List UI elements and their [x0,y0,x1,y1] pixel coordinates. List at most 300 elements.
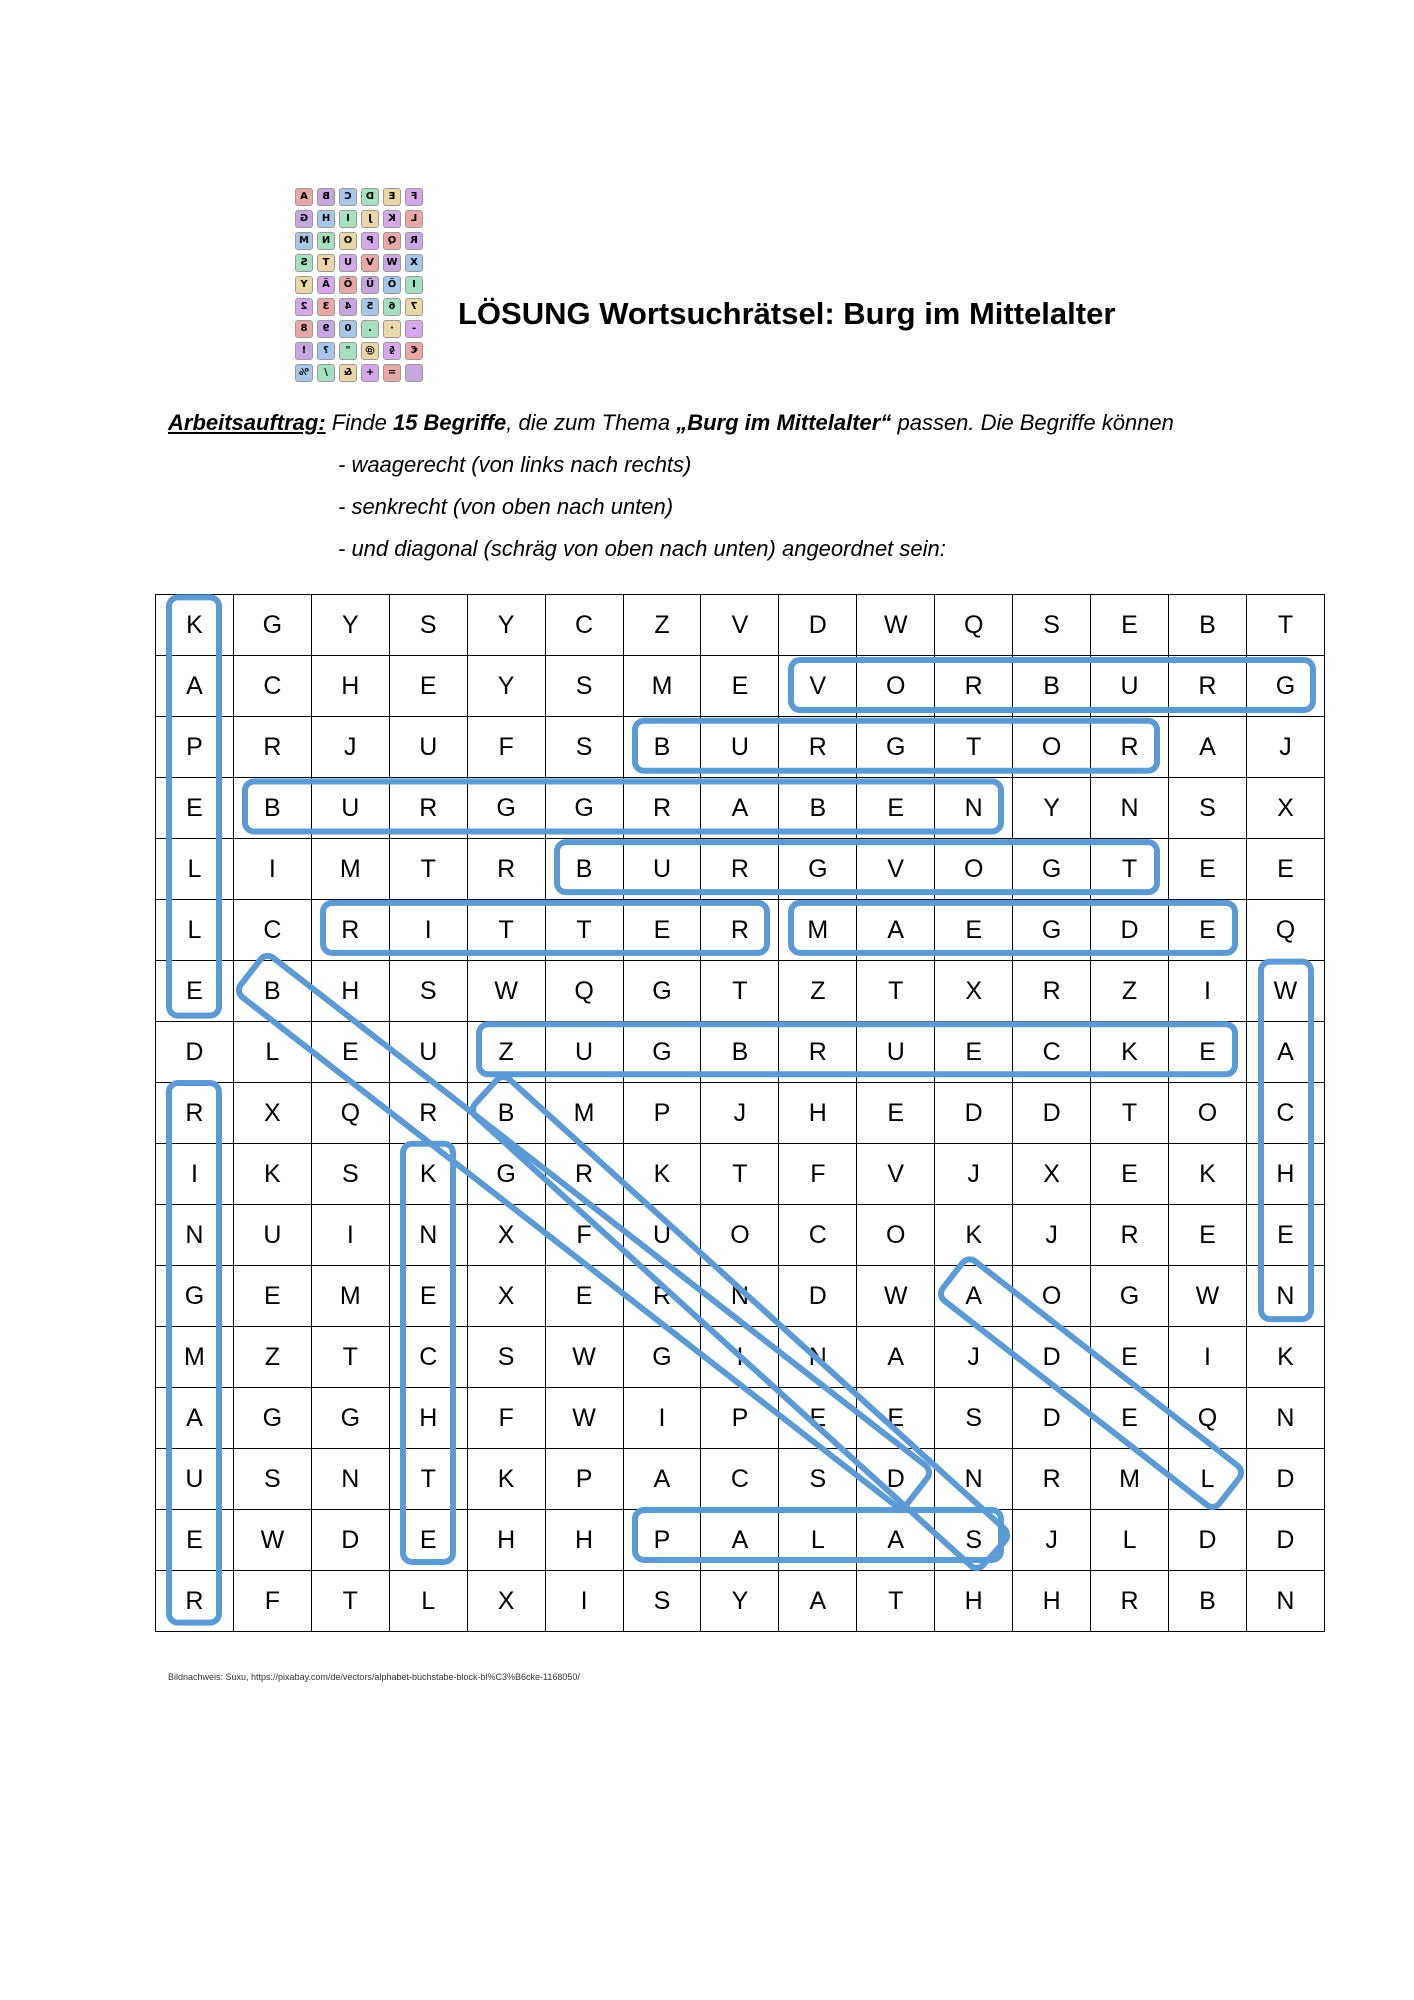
grid-cell: C [1013,1022,1091,1083]
grid-cell: R [233,717,311,778]
grid-cell: D [156,1022,234,1083]
grid-cell: R [467,839,545,900]
direction-horizontal: - waagerecht (von links nach rechts) [338,452,692,477]
grid-cell: T [467,900,545,961]
task-topic: „Burg im Mittelalter“ [676,410,892,435]
grid-cell: N [935,1449,1013,1510]
grid-cell: J [935,1327,1013,1388]
grid-cell: S [233,1449,311,1510]
grid-cell: S [311,1144,389,1205]
grid-cell: E [779,1388,857,1449]
grid-cell: Z [1091,961,1169,1022]
grid-cell: C [779,1205,857,1266]
grid-cell: N [1091,778,1169,839]
grid-cell: H [311,961,389,1022]
grid-row [156,778,1325,839]
task-text-before: Finde [325,410,393,435]
grid-cell: R [1168,656,1246,717]
task-text-after: passen. Die Begriffe können [891,410,1174,435]
grid-cell: E [156,1510,234,1571]
logo-block: 2 [295,298,313,316]
grid-cell: I [389,900,467,961]
grid-cell: F [467,1388,545,1449]
grid-cell: H [311,656,389,717]
grid-cell: G [1246,656,1324,717]
logo-block: J [361,210,379,228]
grid-row [156,1449,1325,1510]
grid-cell: E [233,1266,311,1327]
grid-cell: R [1013,961,1091,1022]
grid-cell: W [467,961,545,1022]
logo-block: C [339,188,357,206]
grid-cell: G [623,961,701,1022]
grid-cell: K [623,1144,701,1205]
grid-cell: Y [1013,778,1091,839]
grid-cell: S [1168,778,1246,839]
grid-cell: N [1246,1266,1324,1327]
grid-cell: G [467,1144,545,1205]
grid-cell: L [1168,1449,1246,1510]
grid-cell: E [1168,900,1246,961]
grid-cell: V [779,656,857,717]
logo-block: ! [295,342,313,360]
grid-cell: A [156,1388,234,1449]
grid-cell: D [1013,1083,1091,1144]
grid-cell: H [389,1388,467,1449]
grid-cell: U [857,1022,935,1083]
grid-cell: R [701,839,779,900]
grid-cell: S [935,1388,1013,1449]
grid-cell: O [1168,1083,1246,1144]
grid-cell: M [545,1083,623,1144]
grid-cell: M [311,1266,389,1327]
grid-cell: A [623,1449,701,1510]
grid-cell: N [701,1266,779,1327]
grid-cell: L [233,1022,311,1083]
logo-block: . [361,320,379,338]
logo-block: O [339,232,357,250]
image-credit: Bildnachweis: Suxu, https://pixabay.com/de/vectors/alphabet-buchstabe-block-bl%C3%B6cke-1168050/ [168,1672,580,1682]
grid-cell: R [779,1022,857,1083]
grid-cell: E [701,656,779,717]
grid-cell: P [545,1449,623,1510]
grid-cell: A [935,1266,1013,1327]
grid-cell: E [311,1022,389,1083]
grid-cell: G [623,1327,701,1388]
grid-cell: K [467,1449,545,1510]
grid-cell: E [1168,839,1246,900]
grid-cell: R [623,778,701,839]
grid-cell: A [857,1327,935,1388]
grid-cell: T [545,900,623,961]
grid-cell: G [1091,1266,1169,1327]
grid-cell: P [701,1388,779,1449]
grid-cell: N [1246,1571,1324,1632]
grid-cell: U [389,717,467,778]
grid-cell: D [1168,1510,1246,1571]
logo-block: D [361,188,379,206]
grid-cell: R [701,900,779,961]
grid-cell: T [311,1571,389,1632]
grid-cell: T [935,717,1013,778]
grid-cell: Z [623,595,701,656]
grid-cell: D [779,595,857,656]
grid-cell: B [1168,595,1246,656]
grid-cell: Z [779,961,857,1022]
grid-cell: E [1091,1327,1169,1388]
grid-cell: G [311,1388,389,1449]
grid-cell: R [779,717,857,778]
grid-cell: G [156,1266,234,1327]
grid-cell: R [156,1571,234,1632]
grid-cell: B [467,1083,545,1144]
logo-block: H [317,210,335,228]
grid-cell: O [935,839,1013,900]
grid-row [156,1083,1325,1144]
grid-cell: C [389,1327,467,1388]
grid-cell: S [545,656,623,717]
grid-cell: B [623,717,701,778]
grid-cell: W [1168,1266,1246,1327]
logo-block: Ö [383,276,401,294]
grid-cell: J [1013,1205,1091,1266]
grid-cell: S [779,1449,857,1510]
grid-cell: H [545,1510,623,1571]
grid-cell: W [545,1327,623,1388]
grid-row [156,1327,1325,1388]
grid-cell: K [1091,1022,1169,1083]
logo-block: V [361,254,379,272]
grid-cell: T [857,961,935,1022]
grid-cell: D [311,1510,389,1571]
logo-block: Ü [361,276,379,294]
grid-cell: N [935,778,1013,839]
logo-block: F [405,188,423,206]
grid-row [156,961,1325,1022]
grid-cell: E [1168,1022,1246,1083]
logo-block: = [383,364,401,382]
grid-cell: E [857,778,935,839]
grid-cell: K [233,1144,311,1205]
grid-row [156,1205,1325,1266]
grid-cell: T [701,1144,779,1205]
grid-cell: E [1168,1205,1246,1266]
logo-block: 3 [317,298,335,316]
grid-cell: R [545,1144,623,1205]
grid-cell: U [623,1205,701,1266]
grid-cell: L [779,1510,857,1571]
grid-cell: G [545,778,623,839]
grid-cell: F [779,1144,857,1205]
grid-cell: E [1091,1388,1169,1449]
grid-cell: R [1091,1571,1169,1632]
grid-cell: Q [1168,1388,1246,1449]
logo-block: 0 [339,320,357,338]
grid-cell: Q [311,1083,389,1144]
grid-cell: R [623,1266,701,1327]
grid-cell: M [623,656,701,717]
logo-block: ? [317,342,335,360]
grid-cell: B [233,961,311,1022]
logo-block: / [317,364,335,382]
grid-cell: T [1091,839,1169,900]
task-label: Arbeitsauftrag: [168,410,326,435]
direction-vertical: - senkrecht (von oben nach unten) [338,494,674,519]
grid-cell: F [467,717,545,778]
grid-cell: X [1013,1144,1091,1205]
logo-block: · [383,320,401,338]
grid-cell: O [701,1205,779,1266]
grid-cell: S [467,1327,545,1388]
grid-cell: E [1091,1144,1169,1205]
grid-cell: K [156,595,234,656]
grid-cell: U [1091,656,1169,717]
grid-cell: P [623,1510,701,1571]
grid-cell: J [1013,1510,1091,1571]
grid-cell: A [857,900,935,961]
grid-cell: X [233,1083,311,1144]
grid-cell: E [1246,1205,1324,1266]
logo-block: Ö [339,276,357,294]
logo-block: + [361,364,379,382]
grid-cell: A [779,1571,857,1632]
grid-cell: E [389,656,467,717]
grid-cell: E [156,961,234,1022]
logo-block: T [317,254,335,272]
grid-cell: N [389,1205,467,1266]
task-instruction [168,410,1174,436]
logo-block: W [383,254,401,272]
grid-row [156,1144,1325,1205]
grid-cell: S [545,717,623,778]
task-count: 15 Begriffe [392,410,507,435]
grid-cell: E [389,1266,467,1327]
grid-cell: I [545,1571,623,1632]
grid-cell: W [857,1266,935,1327]
grid-cell: D [935,1083,1013,1144]
direction-diagonal: - und diagonal (schräg von oben nach unten) angeordnet sein: [338,536,946,561]
grid-cell: T [857,1571,935,1632]
page-title: LÖSUNG Wortsuchrätsel: Burg im Mittelalter [458,296,1116,331]
grid-row [156,1266,1325,1327]
logo-block: S [295,254,313,272]
grid-row [156,900,1325,961]
logo-block: @ [361,342,379,360]
grid-cell: A [701,778,779,839]
grid-row [156,1571,1325,1632]
grid-cell: E [623,900,701,961]
grid-cell: D [1246,1510,1324,1571]
grid-cell: I [233,839,311,900]
grid-cell: Y [311,595,389,656]
grid-cell: A [156,656,234,717]
grid-cell: J [935,1144,1013,1205]
grid-cell: J [1246,717,1324,778]
grid-cell: H [779,1083,857,1144]
grid-cell: U [623,839,701,900]
grid-cell: V [701,595,779,656]
grid-cell: W [857,595,935,656]
grid-cell: G [233,595,311,656]
logo-block [405,364,423,382]
logo-block: - [405,320,423,338]
grid-cell: M [779,900,857,961]
logo-block: Ä [317,276,335,294]
grid-cell: A [701,1510,779,1571]
grid-cell: X [467,1266,545,1327]
grid-cell: E [935,900,1013,961]
grid-cell: L [1091,1510,1169,1571]
logo-block: Y [295,276,313,294]
grid-cell: E [545,1266,623,1327]
grid-cell: W [1246,961,1324,1022]
grid-cell: R [389,1083,467,1144]
grid-cell: G [1013,839,1091,900]
grid-cell: A [1168,717,1246,778]
grid-cell: Y [701,1571,779,1632]
grid-cell: R [935,656,1013,717]
grid-cell: Q [545,961,623,1022]
grid-cell: U [233,1205,311,1266]
grid-cell: R [156,1083,234,1144]
grid-row [156,1388,1325,1449]
grid-cell: A [857,1510,935,1571]
grid-cell: D [857,1449,935,1510]
logo-block: 9 [317,320,335,338]
grid-cell: G [1013,900,1091,961]
grid-cell: L [156,900,234,961]
grid-cell: Z [467,1022,545,1083]
grid-cell: H [935,1571,1013,1632]
grid-cell: U [389,1022,467,1083]
grid-cell: P [623,1083,701,1144]
grid-cell: A [1246,1022,1324,1083]
grid-cell: S [623,1571,701,1632]
logo-block: " [339,342,357,360]
grid-cell: N [311,1449,389,1510]
logo-block: 4 [339,298,357,316]
logo-block: K [383,210,401,228]
grid-cell: T [389,1449,467,1510]
grid-cell: O [857,656,935,717]
grid-cell: R [1091,717,1169,778]
grid-cell: W [545,1388,623,1449]
grid-cell: G [233,1388,311,1449]
grid-cell: M [1091,1449,1169,1510]
grid-cell: C [233,656,311,717]
grid-cell: N [779,1327,857,1388]
grid-cell: F [545,1205,623,1266]
grid-row [156,1510,1325,1571]
grid-cell: G [779,839,857,900]
grid-cell: S [389,595,467,656]
grid-cell: U [156,1449,234,1510]
grid-cell: B [233,778,311,839]
grid-cell: O [1013,1266,1091,1327]
grid-cell: G [467,778,545,839]
logo-block: B [317,188,335,206]
grid-cell: N [156,1205,234,1266]
grid-cell: C [233,900,311,961]
grid-cell: D [1091,900,1169,961]
grid-cell: D [1013,1327,1091,1388]
grid-cell: J [311,717,389,778]
logo-block: U [339,254,357,272]
grid-cell: O [857,1205,935,1266]
grid-cell: E [389,1510,467,1571]
grid-cell: V [857,1144,935,1205]
logo-block: A [295,188,313,206]
grid-cell: R [311,900,389,961]
grid-cell: G [857,717,935,778]
grid-cell: L [389,1571,467,1632]
grid-cell: B [701,1022,779,1083]
logo-block: R [405,232,423,250]
grid-cell: D [1246,1449,1324,1510]
grid-row [156,1022,1325,1083]
grid-cell: T [389,839,467,900]
logo-block: § [383,342,401,360]
logo-block: G [295,210,313,228]
grid-cell: W [233,1510,311,1571]
logo-block: 8 [295,320,313,338]
grid-cell: I [1168,961,1246,1022]
grid-cell: I [1168,1327,1246,1388]
grid-cell: P [156,717,234,778]
grid-cell: H [467,1510,545,1571]
grid-cell: U [701,717,779,778]
logo-block: Q [383,232,401,250]
grid-cell: B [779,778,857,839]
grid-cell: T [1246,595,1324,656]
grid-cell: G [623,1022,701,1083]
grid-cell: H [1246,1144,1324,1205]
grid-cell: Q [935,595,1013,656]
grid-cell: B [545,839,623,900]
grid-cell: T [701,961,779,1022]
grid-cell: C [1246,1083,1324,1144]
grid-cell: I [701,1327,779,1388]
grid-cell: J [701,1083,779,1144]
grid-cell: E [1091,595,1169,656]
grid-cell: I [623,1388,701,1449]
word-search-grid [155,594,1325,1632]
grid-cell: T [311,1327,389,1388]
grid-row [156,595,1325,656]
grid-cell: T [1091,1083,1169,1144]
grid-cell: M [156,1327,234,1388]
grid-cell: E [857,1083,935,1144]
grid-cell: H [1013,1571,1091,1632]
grid-cell: N [1246,1388,1324,1449]
logo-block: M [295,232,313,250]
logo-block: % [295,364,313,382]
grid-cell: Q [1246,900,1324,961]
grid-cell: B [1013,656,1091,717]
grid-cell: D [779,1266,857,1327]
logo-block: P [361,232,379,250]
grid-cell: B [1168,1571,1246,1632]
logo-block: X [405,254,423,272]
grid-cell: L [156,839,234,900]
grid-cell: U [545,1022,623,1083]
grid-cell: Y [467,656,545,717]
grid-row [156,656,1325,717]
grid-cell: X [467,1571,545,1632]
grid-cell: F [233,1571,311,1632]
logo-block: € [405,342,423,360]
grid-cell: S [935,1510,1013,1571]
